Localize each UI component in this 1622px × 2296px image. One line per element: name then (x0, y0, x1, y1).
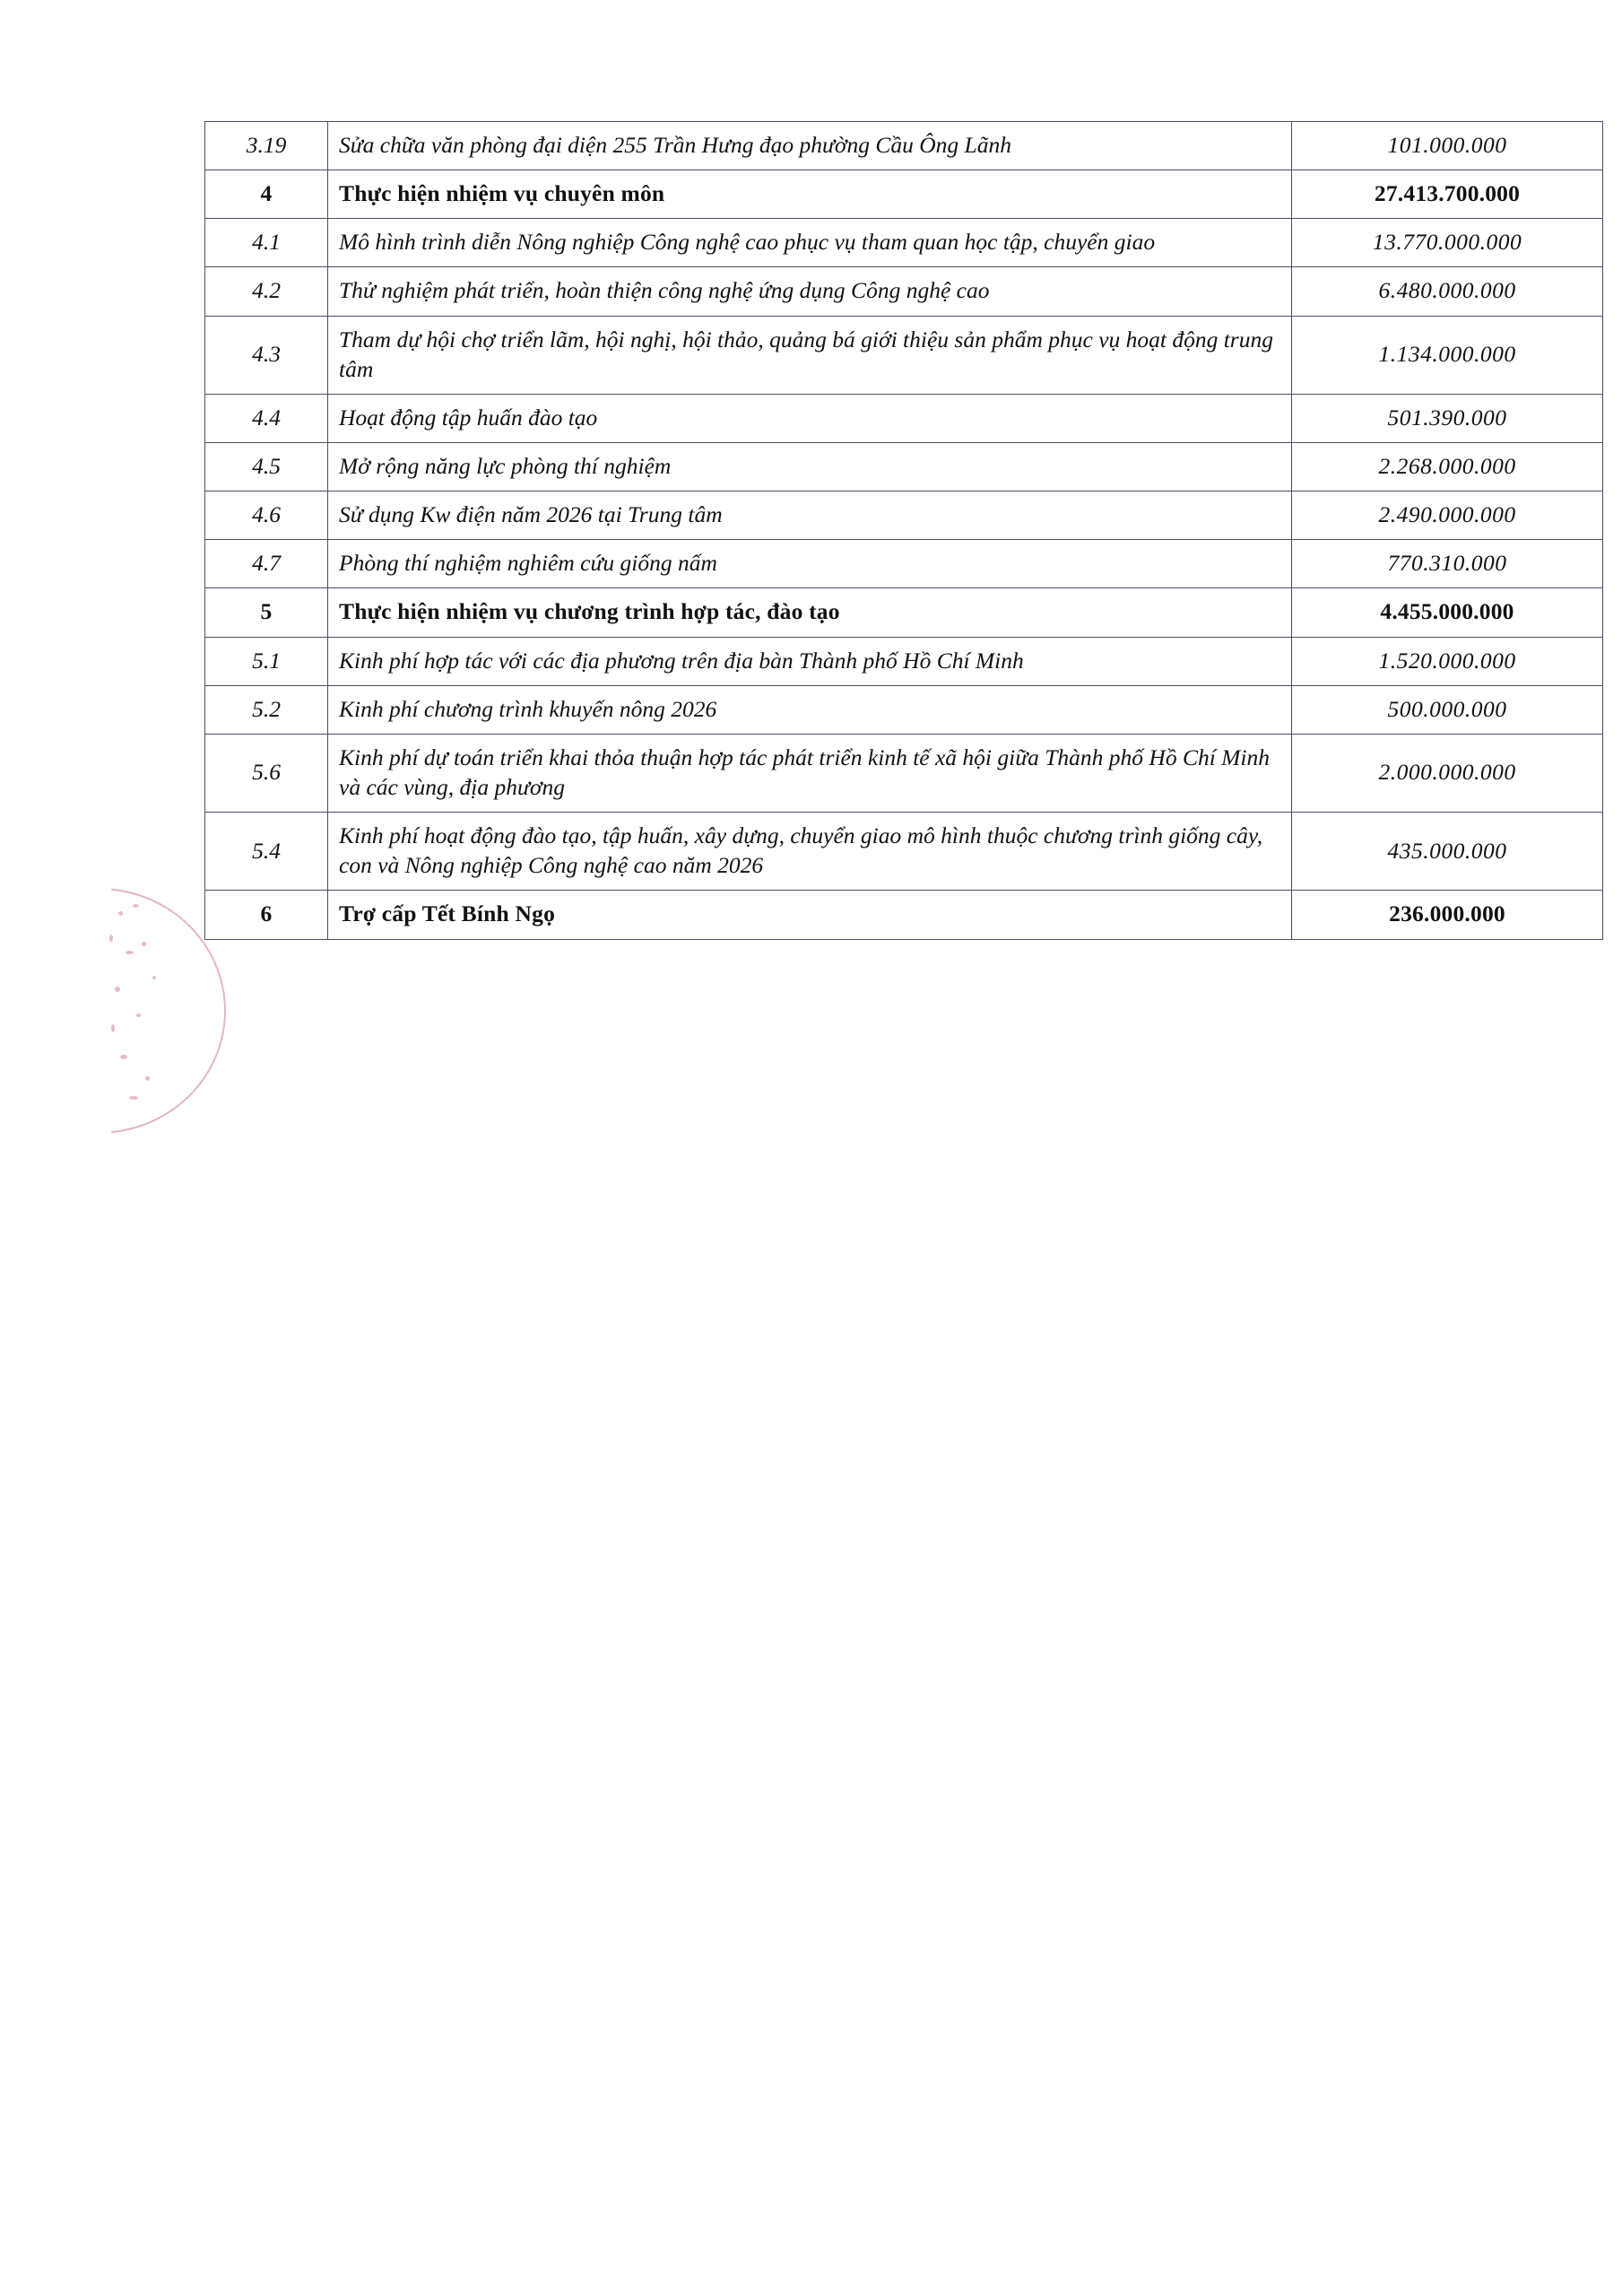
row-amount-cell: 1.134.000.000 (1292, 316, 1603, 394)
row-number-cell: 4 (205, 170, 328, 219)
row-amount-cell: 2.268.000.000 (1292, 442, 1603, 491)
row-number-cell: 4.1 (205, 219, 328, 267)
row-number-cell: 4.3 (205, 316, 328, 394)
seal-speck (115, 987, 120, 992)
table-row (205, 813, 1603, 891)
row-description-cell: Sử dụng Kw điện năm 2026 tại Trung tâm (328, 491, 1292, 540)
row-description-cell: Kinh phí chương trình khuyến nông 2026 (328, 685, 1292, 734)
table-row (205, 122, 1603, 170)
seal-speck (111, 1024, 115, 1032)
seal-speck (152, 976, 156, 979)
table-row (205, 394, 1603, 442)
row-description-cell: Mô hình trình diễn Nông nghiệp Công nghệ cao phục vụ tham quan học tập, chuyển giao (328, 219, 1292, 267)
row-number-cell: 5.6 (205, 734, 328, 812)
row-amount-cell: 500.000.000 (1292, 685, 1603, 734)
table-row (205, 316, 1603, 394)
row-amount-cell: 4.455.000.000 (1292, 588, 1603, 637)
seal-speck (129, 1096, 138, 1100)
row-description-cell: Thử nghiệm phát triển, hoàn thiện công nghệ ứng dụng Công nghệ cao (328, 267, 1292, 316)
row-number-cell: 6 (205, 891, 328, 939)
row-description-cell: Thực hiện nhiệm vụ chương trình hợp tác, đào tạo (328, 588, 1292, 637)
row-description-cell: Kinh phí dự toán triển khai thỏa thuận hợp tác phát triển kinh tế xã hội giữa Thành phố Hồ Chí Minh và các vùng, địa phương (328, 734, 1292, 812)
table-row (205, 685, 1603, 734)
row-description-cell: Kinh phí hoạt động đào tạo, tập huấn, xây dựng, chuyển giao mô hình thuộc chương trình giống cây, con và Nông nghiệp Công nghệ cao năm 2026 (328, 813, 1292, 891)
row-amount-cell: 27.413.700.000 (1292, 170, 1603, 219)
seal-speck (136, 1013, 141, 1017)
row-number-cell: 3.19 (205, 122, 328, 170)
seal-speck (120, 1055, 127, 1059)
row-amount-cell: 501.390.000 (1292, 394, 1603, 442)
table-row (205, 170, 1603, 219)
row-number-cell: 5.4 (205, 813, 328, 891)
row-description-cell: Tham dự hội chợ triển lãm, hội nghị, hội thảo, quảng bá giới thiệu sản phẩm phục vụ hoạt động trung tâm (328, 316, 1292, 394)
row-number-cell: 4.2 (205, 267, 328, 316)
budget-table (204, 121, 1603, 940)
row-amount-cell: 1.520.000.000 (1292, 637, 1603, 685)
row-description-cell: Phòng thí nghiệm nghiêm cứu giống nấm (328, 540, 1292, 588)
row-number-cell: 4.4 (205, 394, 328, 442)
row-description-cell: Trợ cấp Tết Bính Ngọ (328, 891, 1292, 939)
row-amount-cell: 2.490.000.000 (1292, 491, 1603, 540)
seal-speck (126, 951, 134, 954)
table-row (205, 219, 1603, 267)
row-description-cell: Mở rộng năng lực phòng thí nghiệm (328, 442, 1292, 491)
row-amount-cell: 770.310.000 (1292, 540, 1603, 588)
table-row (205, 734, 1603, 812)
seal-arc (0, 888, 226, 1134)
table-row (205, 442, 1603, 491)
seal-speck (142, 942, 146, 946)
seal-speck (133, 904, 139, 908)
row-description-cell: Sửa chữa văn phòng đại diện 255 Trần Hưng đạo phường Cầu Ông Lãnh (328, 122, 1292, 170)
table-row (205, 588, 1603, 637)
seal-speck (109, 935, 113, 942)
row-amount-cell: 101.000.000 (1292, 122, 1603, 170)
row-number-cell: 4.6 (205, 491, 328, 540)
budget-table-body (205, 122, 1603, 940)
row-description-cell: Kinh phí hợp tác với các địa phương trên địa bàn Thành phố Hồ Chí Minh (328, 637, 1292, 685)
table-row (205, 267, 1603, 316)
row-amount-cell: 435.000.000 (1292, 813, 1603, 891)
row-number-cell: 5.1 (205, 637, 328, 685)
row-description-cell: Thực hiện nhiệm vụ chuyên môn (328, 170, 1292, 219)
table-row (205, 540, 1603, 588)
row-description-cell: Hoạt động tập huấn đào tạo (328, 394, 1292, 442)
seal-speck (145, 1076, 150, 1081)
table-row (205, 637, 1603, 685)
row-number-cell: 4.5 (205, 442, 328, 491)
row-number-cell: 5 (205, 588, 328, 637)
row-amount-cell: 13.770.000.000 (1292, 219, 1603, 267)
seal-speck (118, 911, 123, 916)
table-row (205, 891, 1603, 939)
row-amount-cell: 6.480.000.000 (1292, 267, 1603, 316)
row-number-cell: 5.2 (205, 685, 328, 734)
seal-stamp-artifact (106, 888, 213, 1130)
row-amount-cell: 2.000.000.000 (1292, 734, 1603, 812)
table-row (205, 491, 1603, 540)
row-amount-cell: 236.000.000 (1292, 891, 1603, 939)
row-number-cell: 4.7 (205, 540, 328, 588)
